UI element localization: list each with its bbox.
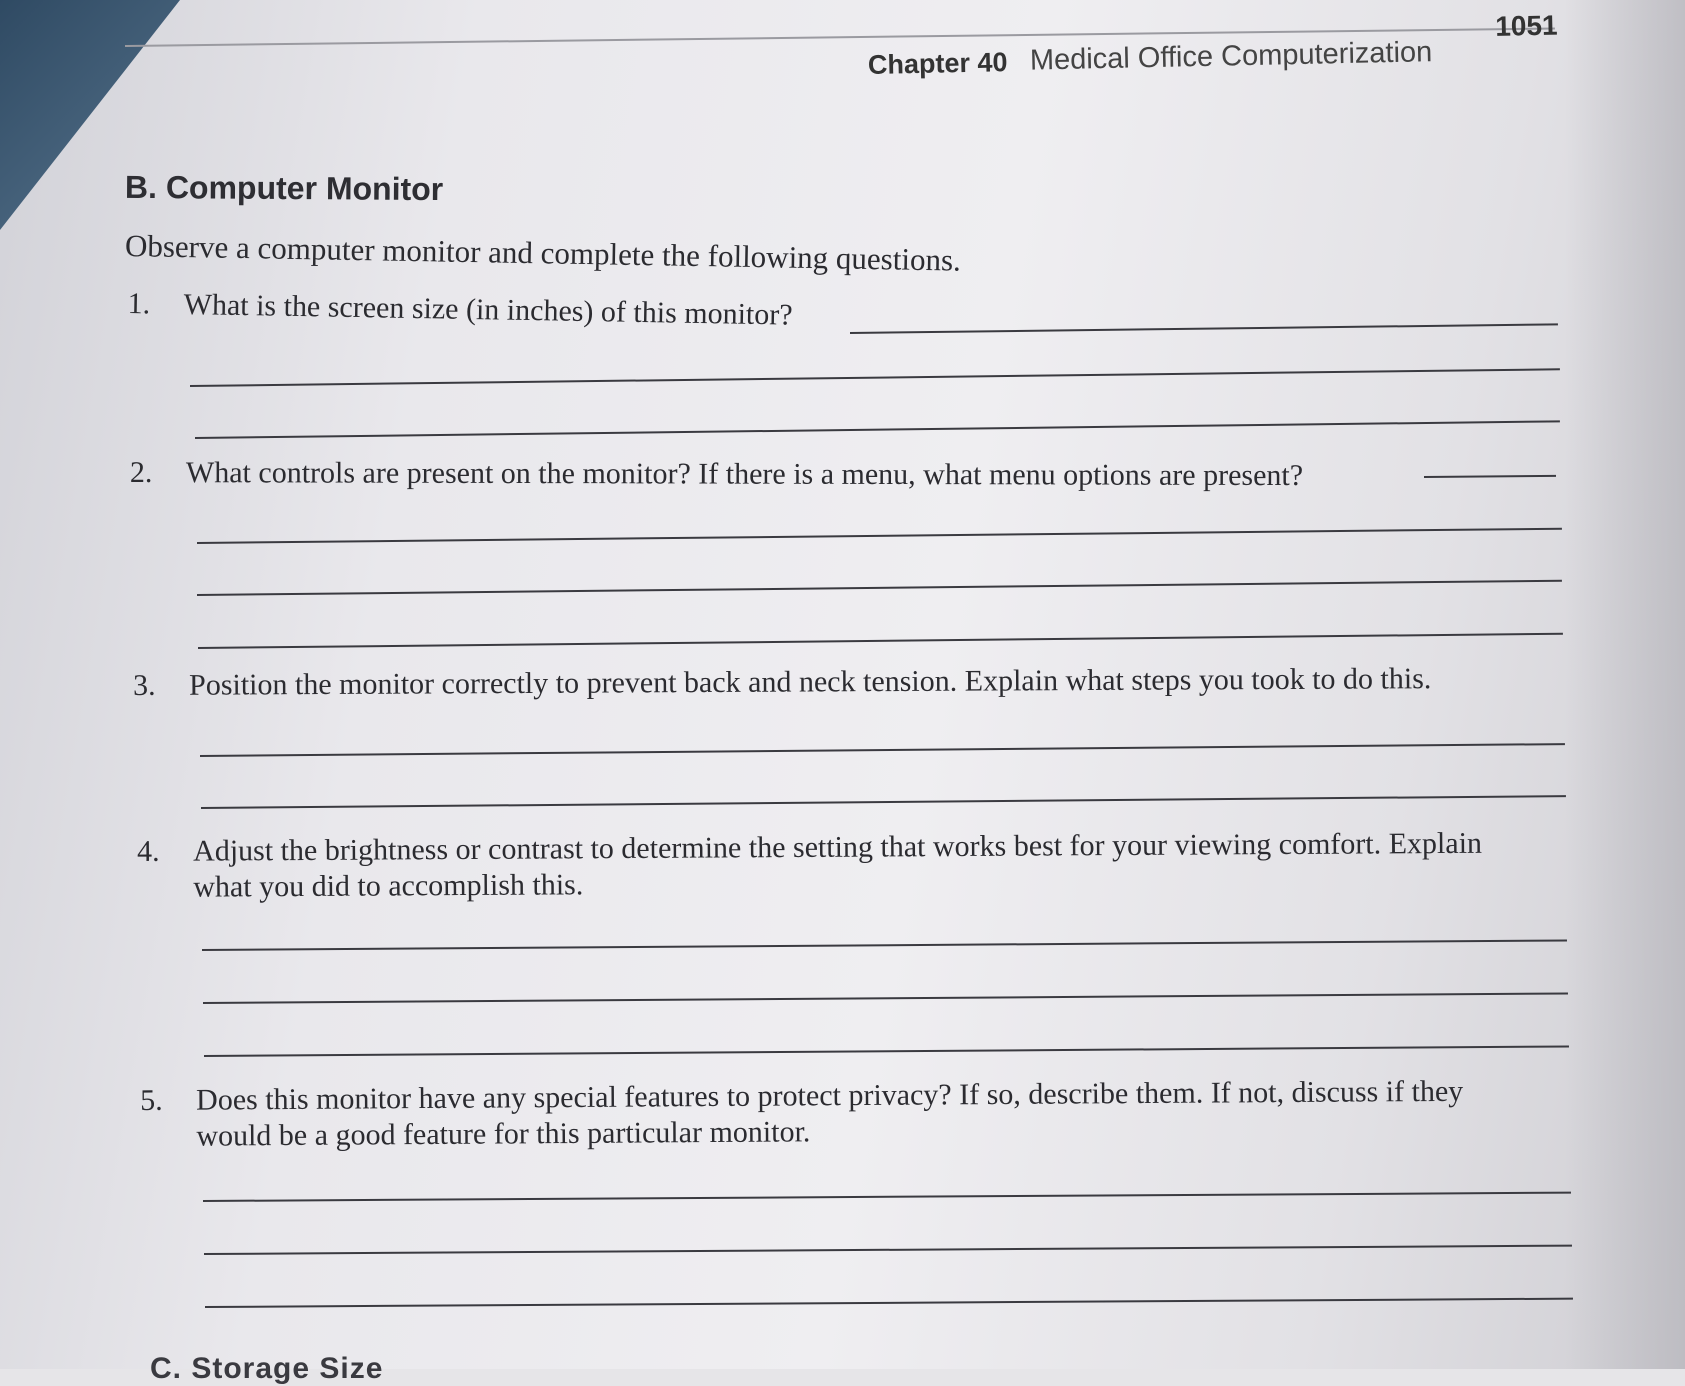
answer-line-1c[interactable]: [195, 420, 1560, 439]
answer-line-3b[interactable]: [201, 795, 1566, 809]
question-number: 2.: [129, 456, 153, 490]
answer-line-3a[interactable]: [200, 743, 1565, 757]
answer-line-4a[interactable]: [202, 939, 1567, 951]
chapter-title: Medical Office Computerization: [1029, 36, 1433, 77]
answer-line-4c[interactable]: [204, 1045, 1569, 1057]
section-intro: Observe a computer monitor and complete the following questions.: [124, 228, 962, 278]
answer-line-1a[interactable]: [850, 323, 1558, 334]
answer-line-5b[interactable]: [204, 1245, 1572, 1255]
question-text: Adjust the brightness or contrast to determine the setting that works best for your viewing comfort. Explain what you did to accomplish this.: [193, 826, 1483, 904]
answer-line-5a[interactable]: [203, 1192, 1571, 1202]
chapter-label: Chapter 40: [867, 47, 1008, 80]
section-title: B. Computer Monitor: [124, 168, 444, 208]
answer-line-5c[interactable]: [205, 1298, 1573, 1308]
page-number: 1051: [1494, 9, 1558, 42]
question-number: 4.: [137, 834, 160, 868]
answer-line-2c[interactable]: [197, 580, 1562, 596]
answer-line-2b[interactable]: [197, 528, 1562, 544]
answer-line-4b[interactable]: [203, 992, 1568, 1004]
answer-line-2d[interactable]: [198, 633, 1563, 649]
answer-line-1b[interactable]: [190, 368, 1560, 387]
page-edge-shade: [1565, 0, 1685, 1369]
question-number: 3.: [133, 668, 156, 702]
question-text: Position the monitor correctly to prevent back and neck tension. Explain what steps you took to do this.: [189, 662, 1432, 702]
question-text: Does this monitor have any special features to protect privacy? If so, describe them. If not, discuss if they would be a good feature for this particular monitor.: [196, 1074, 1464, 1153]
question-text: What is the screen size (in inches) of this monitor?: [183, 287, 793, 332]
question-text: What controls are present on the monitor? If there is a menu, what menu options are present?: [185, 456, 1304, 493]
answer-line-2a[interactable]: [1424, 475, 1556, 478]
question-number: 1.: [127, 286, 151, 321]
question-number: 5.: [140, 1083, 163, 1117]
next-section-heading-cutoff: C. Storage Size: [150, 1352, 384, 1385]
